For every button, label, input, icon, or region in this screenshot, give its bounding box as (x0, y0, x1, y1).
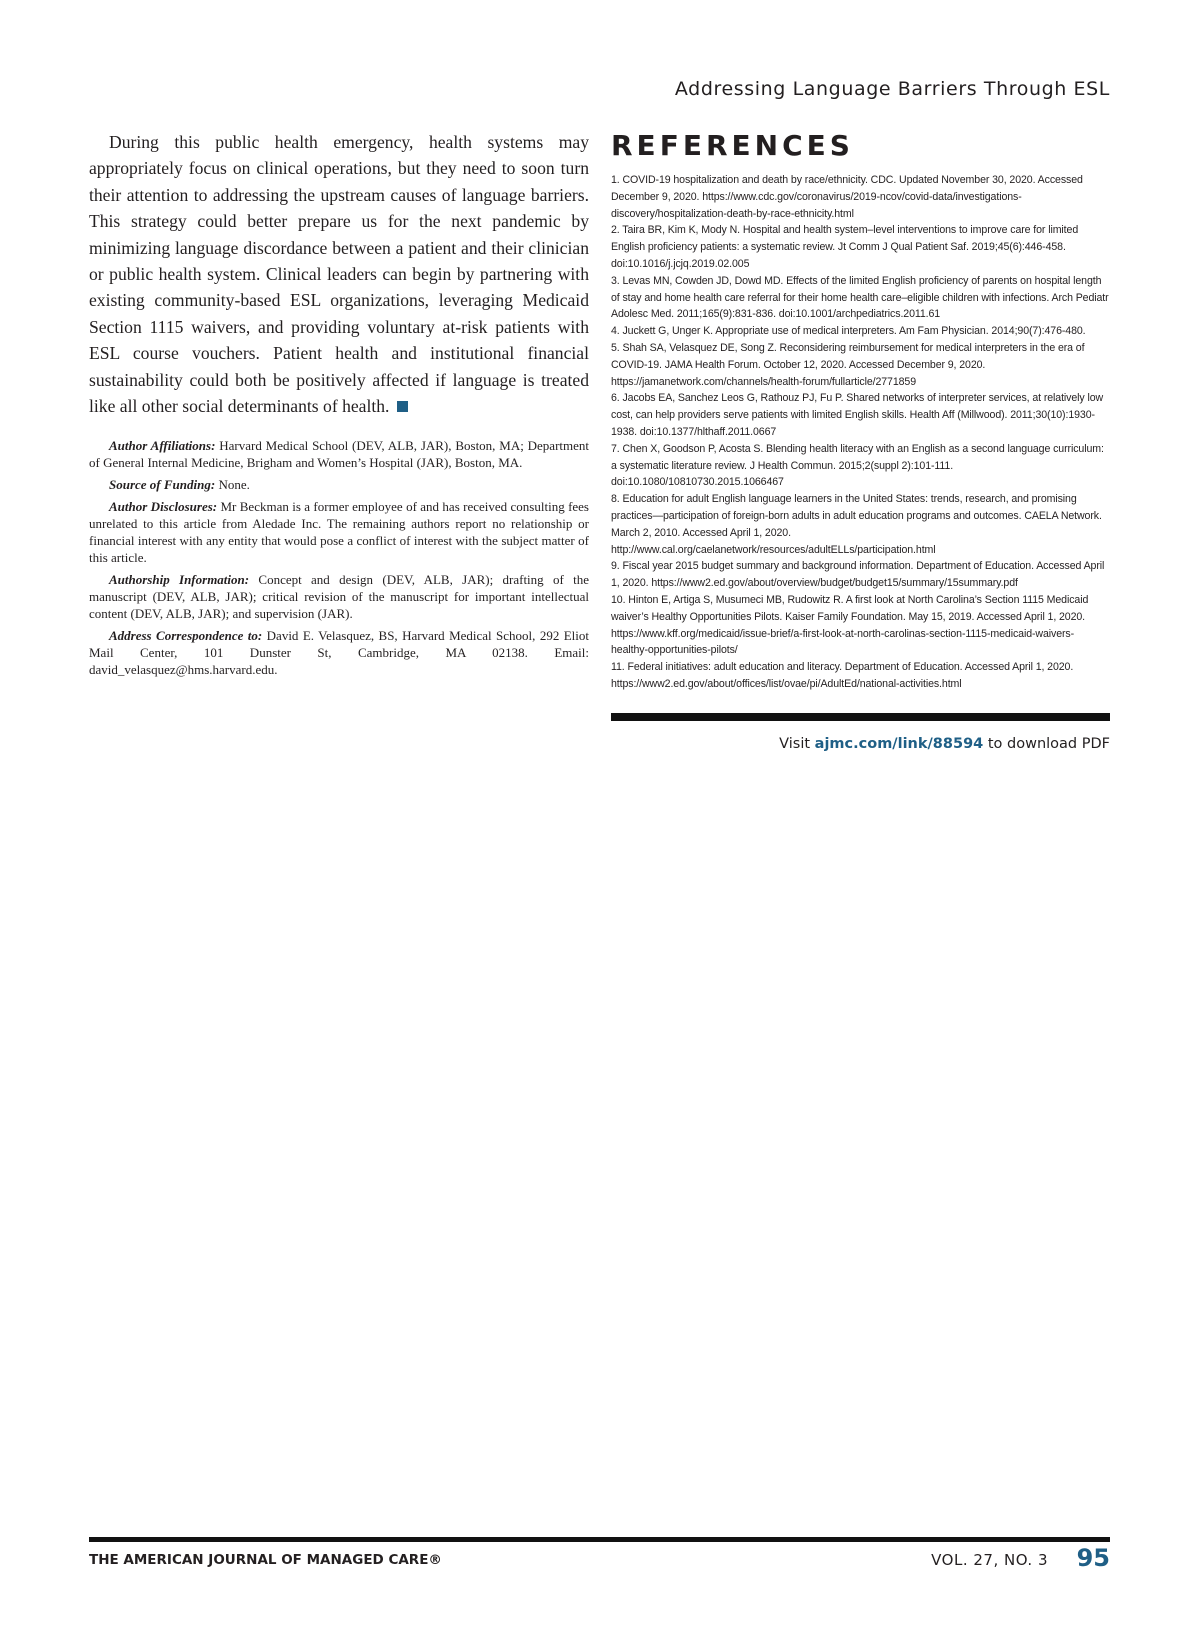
author-notes (89, 437, 589, 678)
reference-item: 2. Taira BR, Kim K, Mody N. Hospital and health system–level interventions to improve care for limited English proficiency patients: a systematic review. Jt Comm J Qual Patient Saf. 2019;45(6):446-458. doi:10.1016/j.jcjq.2019.02.005 (611, 224, 1079, 270)
note-author-disclosures (89, 498, 589, 566)
footer-page-number: 95 (1076, 1544, 1110, 1572)
download-pdf-line (611, 736, 1110, 752)
note-label: Author Disclosures: (109, 499, 218, 515)
left-column (89, 129, 589, 683)
end-of-article-mark-icon (397, 401, 408, 412)
reference-item: 10. Hinton E, Artiga S, Musumeci MB, Rudowitz R. A first look at North Carolina’s Section 1115 Medicaid waiver’s Healthy Opportunities Pilots. Kaiser Family Foundation. May 15, 2019. Accessed April 1, 2020. https://www.kff.org/medicaid/issue-brief/a-first-look-at-north-carolinas-section-1115-medicaid-waivers-healthy-opportunities-pilots/ (611, 593, 1089, 657)
body-paragraph-text: During this public health emergency, health systems may appropriately focus on clinical operations, but they need to soon turn their attention to addressing the upstream causes of language barriers. This strategy could better prepare us for the next pandemic by minimizing language discordance between a patient and their clinician or public health system. Clinical leaders can begin by partnering with existing community-based ESL organizations, leveraging Medicaid Section 1115 waivers, and providing voluntary at-risk patients with ESL course vouchers. Patient health and institutional financial sustainability could both be positively affected if language is treated like all other social determinants of health. (89, 132, 589, 417)
references-divider (611, 713, 1110, 721)
note-label: Address Correspondence to: (109, 628, 263, 644)
note-author-affiliations (89, 437, 589, 471)
reference-item: 6. Jacobs EA, Sanchez Leos G, Rathouz PJ, Fu P. Shared networks of interpreter services, at relatively low cost, can help providers serve patients with limited English skills. Health Aff (Millwood). 2011;30(10):1930-1938. doi:10.1377/hlthaff.2011.0667 (611, 392, 1104, 438)
note-authorship-information (89, 571, 589, 622)
note-text: Harvard Medical School (DEV, ALB, JAR), Boston, MA; Department of General Internal Medicine, Brigham and Women’s Hospital (JAR), Boston, MA. (89, 438, 590, 471)
note-text: Concept and design (DEV, ALB, JAR); drafting of the manuscript (DEV, ALB, JAR); critical revision of the manuscript for important intellectual content (DEV, ALB, JAR); and supervision (JAR). (89, 572, 590, 622)
footer-volume: VOL. 27, NO. 3 (931, 1551, 1048, 1569)
references-heading: REFERENCES (611, 129, 854, 162)
reference-item: 8. Education for adult English language learners in the United States: trends, research, and promising practices—participation of foreign-born adults in adult education programs and outcomes. CAELA Network. March 2, 2010. Accessed April 1, 2020. http://www.cal.org/caelanetwork/resources/adultELLs/participation.html (611, 493, 1102, 556)
note-label: Source of Funding: (109, 477, 216, 493)
references-list (611, 172, 1110, 693)
visit-prefix: Visit (779, 735, 815, 752)
reference-item: 3. Levas MN, Cowden JD, Dowd MD. Effects of the limited English proficiency of parents on hospital length of stay and home health care referral for their home health care–eligible children with infections. Arch Pediatr Adolesc Med. 2011;165(9):831-836. doi:10.1001/archpediatrics.2011.61 (611, 274, 1109, 321)
reference-item: 9. Fiscal year 2015 budget summary and background information. Department of Education. Accessed April 1, 2020. https://www2.ed.gov/about/overview/budget/budget15/summary/15summary.pdf (611, 560, 1105, 590)
reference-item: 4. Juckett G, Unger K. Appropriate use of medical interpreters. Am Fam Physician. 2014;90(7):476-480. (611, 325, 1086, 338)
note-label: Authorship Information: (109, 572, 250, 588)
note-text: Mr Beckman is a former employee of and has received consulting fees unrelated to this article from Aledade Inc. The remaining authors report no relationship or financial interest with any entity that would pose a conflict of interest with the subject matter of this article. (89, 499, 589, 566)
right-column (611, 129, 1110, 752)
running-head: Addressing Language Barriers Through ESL (674, 78, 1110, 100)
reference-item: 11. Federal initiatives: adult education and literacy. Department of Education. Accessed April 1, 2020. https://www2.ed.gov/about/offices/list/ovae/pi/AdultEd/national-activities.html (611, 661, 1074, 690)
footer-divider (89, 1537, 1110, 1542)
reference-item: 1. COVID-19 hospitalization and death by race/ethnicity. CDC. Updated November 30, 2020. Accessed December 9, 2020. https://www.cdc.gov/coronavirus/2019-ncov/covid-data/investigations-discovery/hospitalization-death-by-race-ethnicity.html (611, 174, 1083, 220)
note-label: Author Affiliations: (109, 438, 216, 454)
body-paragraph (89, 129, 589, 419)
note-text: None. (218, 477, 250, 493)
reference-item: 7. Chen X, Goodson P, Acosta S. Blending health literacy with an English as a second language curriculum: a systematic literature review. J Health Commun. 2015;2(suppl 2):101-111. doi:10.1080/10810730.2015.1066467 (611, 442, 1104, 489)
note-source-of-funding (89, 476, 589, 493)
note-text: David E. Velasquez, BS, Harvard Medical School, 292 Eliot Mail Center, 101 Dunster St, Cambridge, MA 02138. Email: david_velasquez@hms.harvard.edu. (89, 628, 589, 678)
visit-suffix: to download PDF (983, 735, 1110, 752)
note-address-correspondence (89, 627, 589, 678)
download-pdf-link[interactable]: ajmc.com/link/88594 (814, 735, 984, 752)
reference-item: 5. Shah SA, Velasquez DE, Song Z. Reconsidering reimbursement for medical interpreters in the era of COVID-19. JAMA Health Forum. October 12, 2020. Accessed December 9, 2020. https://jamanetwork.com/channels/health-forum/fullarticle/2771859 (611, 341, 1085, 388)
footer-journal-title: THE AMERICAN JOURNAL OF MANAGED CARE® (89, 1552, 442, 1568)
